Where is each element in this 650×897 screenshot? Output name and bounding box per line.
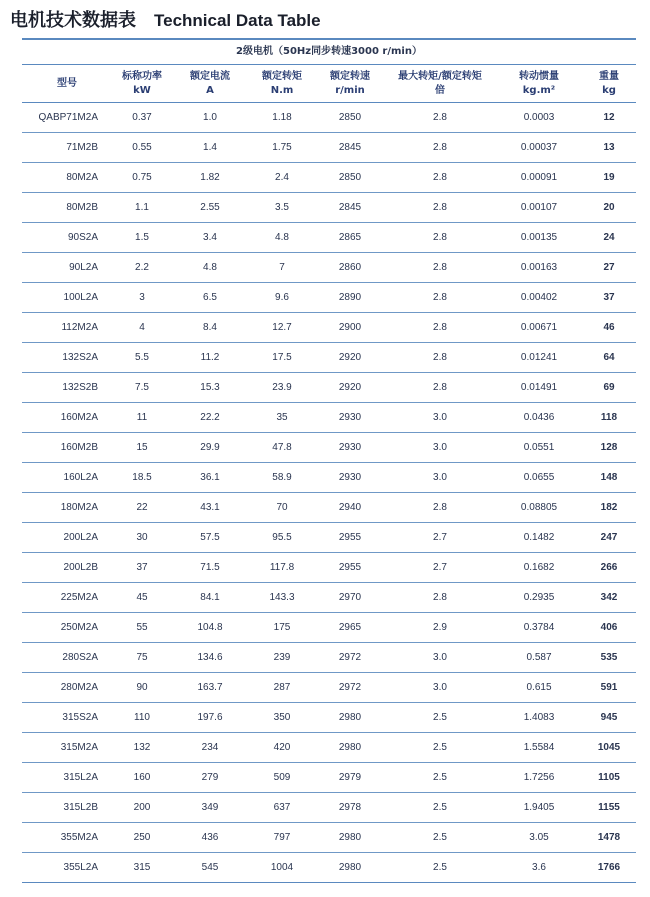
cell-rated-speed: 2850 — [316, 163, 384, 193]
cell-rated-speed: 2972 — [316, 673, 384, 703]
cell-max-torque-ratio: 2.8 — [384, 313, 496, 343]
cell-moment-of-inertia: 0.00135 — [496, 223, 582, 253]
cell-rated-current: 3.4 — [172, 223, 248, 253]
cell-rated-current: 1.0 — [172, 103, 248, 133]
cell-max-torque-ratio: 2.8 — [384, 163, 496, 193]
cell-moment-of-inertia: 1.5584 — [496, 733, 582, 763]
column-header-unit: 倍 — [435, 84, 445, 96]
cell-moment-of-inertia: 3.6 — [496, 853, 582, 883]
cell-rated-power: 1.5 — [112, 223, 172, 253]
cell-rated-torque: 1.75 — [248, 133, 316, 163]
table-body — [22, 103, 636, 883]
cell-rated-power: 0.75 — [112, 163, 172, 193]
cell-moment-of-inertia: 0.00107 — [496, 193, 582, 223]
cell-moment-of-inertia: 0.00091 — [496, 163, 582, 193]
cell-moment-of-inertia: 0.615 — [496, 673, 582, 703]
table-row — [22, 463, 636, 493]
table-row — [22, 223, 636, 253]
table-row — [22, 763, 636, 793]
cell-rated-power: 90 — [112, 673, 172, 703]
cell-model: 200L2B — [22, 553, 112, 583]
cell-rated-torque: 17.5 — [248, 343, 316, 373]
table-row — [22, 373, 636, 403]
cell-weight: 342 — [582, 583, 636, 613]
cell-moment-of-inertia: 0.00163 — [496, 253, 582, 283]
cell-rated-speed: 2860 — [316, 253, 384, 283]
column-header-model — [22, 65, 112, 103]
cell-max-torque-ratio: 2.8 — [384, 343, 496, 373]
cell-rated-current: 15.3 — [172, 373, 248, 403]
cell-rated-power: 110 — [112, 703, 172, 733]
technical-data-table — [22, 38, 636, 883]
cell-moment-of-inertia: 0.0436 — [496, 403, 582, 433]
cell-rated-speed: 2930 — [316, 433, 384, 463]
table-row — [22, 553, 636, 583]
cell-max-torque-ratio: 2.7 — [384, 523, 496, 553]
cell-max-torque-ratio: 2.5 — [384, 733, 496, 763]
cell-model: 315L2B — [22, 793, 112, 823]
cell-max-torque-ratio: 2.7 — [384, 553, 496, 583]
cell-max-torque-ratio: 2.5 — [384, 853, 496, 883]
cell-rated-power: 3 — [112, 283, 172, 313]
cell-rated-speed: 2920 — [316, 343, 384, 373]
cell-rated-current: 57.5 — [172, 523, 248, 553]
cell-model: 315L2A — [22, 763, 112, 793]
column-header-rated-current — [172, 65, 248, 103]
cell-max-torque-ratio: 2.8 — [384, 253, 496, 283]
cell-moment-of-inertia: 0.0551 — [496, 433, 582, 463]
cell-moment-of-inertia: 0.08805 — [496, 493, 582, 523]
cell-rated-speed: 2980 — [316, 733, 384, 763]
table-row — [22, 163, 636, 193]
cell-rated-torque: 4.8 — [248, 223, 316, 253]
cell-rated-current: 8.4 — [172, 313, 248, 343]
cell-rated-speed: 2940 — [316, 493, 384, 523]
column-header-unit: N.m — [270, 84, 294, 96]
title-english: Technical Data Table — [154, 11, 321, 30]
cell-model: 90L2A — [22, 253, 112, 283]
table-row — [22, 193, 636, 223]
cell-moment-of-inertia: 0.00402 — [496, 283, 582, 313]
cell-weight: 1045 — [582, 733, 636, 763]
table-row — [22, 643, 636, 673]
cell-weight: 37 — [582, 283, 636, 313]
cell-weight: 118 — [582, 403, 636, 433]
table-row — [22, 823, 636, 853]
cell-rated-current: 4.8 — [172, 253, 248, 283]
cell-moment-of-inertia: 0.0003 — [496, 103, 582, 133]
cell-rated-speed: 2980 — [316, 853, 384, 883]
cell-rated-torque: 287 — [248, 673, 316, 703]
cell-moment-of-inertia: 0.1482 — [496, 523, 582, 553]
table-row — [22, 283, 636, 313]
cell-rated-current: 84.1 — [172, 583, 248, 613]
cell-model: 100L2A — [22, 283, 112, 313]
cell-rated-speed: 2980 — [316, 703, 384, 733]
table-row — [22, 253, 636, 283]
cell-rated-current: 29.9 — [172, 433, 248, 463]
cell-weight: 128 — [582, 433, 636, 463]
table-row — [22, 133, 636, 163]
cell-rated-speed: 2970 — [316, 583, 384, 613]
cell-rated-current: 2.55 — [172, 193, 248, 223]
cell-rated-power: 4 — [112, 313, 172, 343]
cell-max-torque-ratio: 2.8 — [384, 373, 496, 403]
cell-rated-power: 15 — [112, 433, 172, 463]
column-header-unit: kW — [133, 84, 151, 96]
cell-moment-of-inertia: 0.3784 — [496, 613, 582, 643]
cell-rated-torque: 350 — [248, 703, 316, 733]
column-header-rated-speed — [316, 65, 384, 103]
cell-rated-speed: 2845 — [316, 133, 384, 163]
column-header-rated-power — [112, 65, 172, 103]
cell-max-torque-ratio: 2.9 — [384, 613, 496, 643]
cell-rated-torque: 1004 — [248, 853, 316, 883]
cell-rated-torque: 70 — [248, 493, 316, 523]
cell-rated-power: 315 — [112, 853, 172, 883]
cell-rated-power: 200 — [112, 793, 172, 823]
column-header-rated-torque — [248, 65, 316, 103]
cell-max-torque-ratio: 2.8 — [384, 193, 496, 223]
cell-rated-torque: 3.5 — [248, 193, 316, 223]
cell-rated-speed: 2850 — [316, 103, 384, 133]
table-row — [22, 733, 636, 763]
cell-weight: 13 — [582, 133, 636, 163]
cell-moment-of-inertia: 0.01491 — [496, 373, 582, 403]
cell-weight: 945 — [582, 703, 636, 733]
cell-weight: 12 — [582, 103, 636, 133]
cell-weight: 1105 — [582, 763, 636, 793]
cell-rated-current: 36.1 — [172, 463, 248, 493]
column-header-weight — [582, 65, 636, 103]
document-title — [10, 6, 321, 36]
column-header-label: 额定电流 — [190, 70, 230, 82]
cell-rated-torque: 58.9 — [248, 463, 316, 493]
cell-rated-current: 349 — [172, 793, 248, 823]
cell-rated-torque: 797 — [248, 823, 316, 853]
cell-rated-power: 0.55 — [112, 133, 172, 163]
cell-max-torque-ratio: 2.5 — [384, 703, 496, 733]
cell-model: 315M2A — [22, 733, 112, 763]
cell-model: 132S2A — [22, 343, 112, 373]
table-row — [22, 523, 636, 553]
cell-moment-of-inertia: 1.4083 — [496, 703, 582, 733]
cell-max-torque-ratio: 2.5 — [384, 793, 496, 823]
column-header-unit: kg.m² — [522, 84, 556, 96]
cell-weight: 247 — [582, 523, 636, 553]
cell-max-torque-ratio: 2.8 — [384, 283, 496, 313]
cell-rated-speed: 2955 — [316, 523, 384, 553]
cell-model: 90S2A — [22, 223, 112, 253]
cell-rated-speed: 2979 — [316, 763, 384, 793]
technical-data-table-container — [22, 38, 636, 883]
table-row — [22, 313, 636, 343]
table-row — [22, 793, 636, 823]
cell-weight: 182 — [582, 493, 636, 523]
cell-model: 80M2B — [22, 193, 112, 223]
cell-rated-power: 250 — [112, 823, 172, 853]
cell-rated-power: 18.5 — [112, 463, 172, 493]
cell-rated-torque: 95.5 — [248, 523, 316, 553]
cell-rated-torque: 12.7 — [248, 313, 316, 343]
cell-weight: 20 — [582, 193, 636, 223]
table-row — [22, 493, 636, 523]
table-row — [22, 433, 636, 463]
cell-rated-current: 22.2 — [172, 403, 248, 433]
cell-rated-current: 436 — [172, 823, 248, 853]
cell-weight: 64 — [582, 343, 636, 373]
cell-rated-speed: 2920 — [316, 373, 384, 403]
cell-moment-of-inertia: 1.7256 — [496, 763, 582, 793]
cell-model: 180M2A — [22, 493, 112, 523]
cell-rated-power: 5.5 — [112, 343, 172, 373]
cell-model: 225M2A — [22, 583, 112, 613]
cell-rated-current: 11.2 — [172, 343, 248, 373]
cell-model: 280S2A — [22, 643, 112, 673]
cell-rated-speed: 2972 — [316, 643, 384, 673]
cell-moment-of-inertia: 0.00671 — [496, 313, 582, 343]
cell-rated-power: 132 — [112, 733, 172, 763]
cell-moment-of-inertia: 0.1682 — [496, 553, 582, 583]
table-row — [22, 343, 636, 373]
cell-rated-torque: 1.18 — [248, 103, 316, 133]
cell-model: 200L2A — [22, 523, 112, 553]
column-header-label: 最大转矩/额定转矩 — [398, 70, 482, 82]
table-row — [22, 703, 636, 733]
cell-rated-torque: 9.6 — [248, 283, 316, 313]
cell-moment-of-inertia: 0.0655 — [496, 463, 582, 493]
cell-weight: 27 — [582, 253, 636, 283]
cell-rated-current: 6.5 — [172, 283, 248, 313]
cell-max-torque-ratio: 3.0 — [384, 673, 496, 703]
cell-moment-of-inertia: 1.9405 — [496, 793, 582, 823]
cell-weight: 19 — [582, 163, 636, 193]
column-header-label: 重量 — [599, 70, 619, 82]
cell-max-torque-ratio: 2.8 — [384, 103, 496, 133]
cell-rated-current: 163.7 — [172, 673, 248, 703]
cell-moment-of-inertia: 0.00037 — [496, 133, 582, 163]
cell-rated-speed: 2865 — [316, 223, 384, 253]
column-header-unit: A — [206, 84, 214, 96]
cell-rated-power: 11 — [112, 403, 172, 433]
cell-max-torque-ratio: 2.8 — [384, 133, 496, 163]
cell-rated-power: 37 — [112, 553, 172, 583]
cell-model: 160M2B — [22, 433, 112, 463]
cell-rated-torque: 420 — [248, 733, 316, 763]
table-header-row — [22, 65, 636, 103]
cell-moment-of-inertia: 0.587 — [496, 643, 582, 673]
cell-rated-speed: 2955 — [316, 553, 384, 583]
cell-rated-power: 160 — [112, 763, 172, 793]
cell-weight: 148 — [582, 463, 636, 493]
cell-model: 250M2A — [22, 613, 112, 643]
cell-model: 132S2B — [22, 373, 112, 403]
column-header-label: 标称功率 — [122, 70, 162, 82]
cell-max-torque-ratio: 2.8 — [384, 493, 496, 523]
cell-rated-current: 545 — [172, 853, 248, 883]
cell-rated-torque: 35 — [248, 403, 316, 433]
cell-max-torque-ratio: 3.0 — [384, 403, 496, 433]
cell-rated-current: 234 — [172, 733, 248, 763]
cell-model: 112M2A — [22, 313, 112, 343]
cell-moment-of-inertia: 0.01241 — [496, 343, 582, 373]
table-row — [22, 583, 636, 613]
cell-weight: 24 — [582, 223, 636, 253]
cell-model: 71M2B — [22, 133, 112, 163]
cell-model: 315S2A — [22, 703, 112, 733]
column-header-unit: kg — [602, 84, 616, 96]
cell-weight: 1766 — [582, 853, 636, 883]
table-row — [22, 613, 636, 643]
title-chinese: 电机技术数据表 — [10, 10, 136, 31]
cell-model: 160M2A — [22, 403, 112, 433]
cell-max-torque-ratio: 2.5 — [384, 823, 496, 853]
cell-model: 355L2A — [22, 853, 112, 883]
cell-model: 355M2A — [22, 823, 112, 853]
cell-rated-torque: 23.9 — [248, 373, 316, 403]
cell-rated-torque: 175 — [248, 613, 316, 643]
column-header-label: 转动惯量 — [519, 70, 559, 82]
cell-rated-power: 22 — [112, 493, 172, 523]
cell-rated-torque: 117.8 — [248, 553, 316, 583]
table-row — [22, 403, 636, 433]
cell-weight: 1155 — [582, 793, 636, 823]
cell-rated-speed: 2965 — [316, 613, 384, 643]
cell-rated-speed: 2845 — [316, 193, 384, 223]
cell-weight: 46 — [582, 313, 636, 343]
cell-rated-power: 1.1 — [112, 193, 172, 223]
cell-rated-torque: 509 — [248, 763, 316, 793]
cell-model: 80M2A — [22, 163, 112, 193]
column-header-unit: r/min — [335, 84, 365, 96]
cell-rated-torque: 239 — [248, 643, 316, 673]
column-header-label: 额定转矩 — [262, 70, 302, 82]
column-header-moment-of-inertia — [496, 65, 582, 103]
cell-rated-current: 134.6 — [172, 643, 248, 673]
cell-max-torque-ratio: 3.0 — [384, 463, 496, 493]
cell-rated-current: 197.6 — [172, 703, 248, 733]
cell-weight: 69 — [582, 373, 636, 403]
cell-max-torque-ratio: 3.0 — [384, 433, 496, 463]
cell-rated-power: 0.37 — [112, 103, 172, 133]
table-caption: 2级电机（50Hz同步转速3000 r/min） — [22, 38, 636, 65]
table-row — [22, 673, 636, 703]
cell-rated-current: 43.1 — [172, 493, 248, 523]
cell-max-torque-ratio: 2.8 — [384, 223, 496, 253]
cell-rated-current: 1.82 — [172, 163, 248, 193]
column-header-max-torque-ratio — [384, 65, 496, 103]
column-header-label: 额定转速 — [330, 70, 370, 82]
cell-rated-current: 1.4 — [172, 133, 248, 163]
cell-rated-power: 7.5 — [112, 373, 172, 403]
cell-weight: 535 — [582, 643, 636, 673]
cell-moment-of-inertia: 3.05 — [496, 823, 582, 853]
cell-rated-torque: 2.4 — [248, 163, 316, 193]
cell-rated-speed: 2930 — [316, 403, 384, 433]
table-row — [22, 853, 636, 883]
cell-rated-torque: 637 — [248, 793, 316, 823]
cell-weight: 591 — [582, 673, 636, 703]
cell-rated-speed: 2890 — [316, 283, 384, 313]
cell-model: 160L2A — [22, 463, 112, 493]
cell-rated-current: 279 — [172, 763, 248, 793]
cell-rated-speed: 2980 — [316, 823, 384, 853]
cell-max-torque-ratio: 2.8 — [384, 583, 496, 613]
cell-model: 280M2A — [22, 673, 112, 703]
cell-max-torque-ratio: 2.5 — [384, 763, 496, 793]
cell-model: QABP71M2A — [22, 103, 112, 133]
cell-moment-of-inertia: 0.2935 — [496, 583, 582, 613]
cell-rated-current: 71.5 — [172, 553, 248, 583]
cell-rated-torque: 7 — [248, 253, 316, 283]
table-row — [22, 103, 636, 133]
cell-rated-speed: 2930 — [316, 463, 384, 493]
cell-rated-speed: 2978 — [316, 793, 384, 823]
cell-rated-torque: 143.3 — [248, 583, 316, 613]
cell-rated-power: 2.2 — [112, 253, 172, 283]
cell-weight: 266 — [582, 553, 636, 583]
cell-rated-power: 45 — [112, 583, 172, 613]
cell-weight: 1478 — [582, 823, 636, 853]
cell-rated-current: 104.8 — [172, 613, 248, 643]
cell-rated-power: 75 — [112, 643, 172, 673]
column-header-label: 型号 — [57, 77, 77, 89]
cell-rated-power: 55 — [112, 613, 172, 643]
cell-rated-power: 30 — [112, 523, 172, 553]
cell-rated-torque: 47.8 — [248, 433, 316, 463]
cell-max-torque-ratio: 3.0 — [384, 643, 496, 673]
cell-rated-speed: 2900 — [316, 313, 384, 343]
cell-weight: 406 — [582, 613, 636, 643]
